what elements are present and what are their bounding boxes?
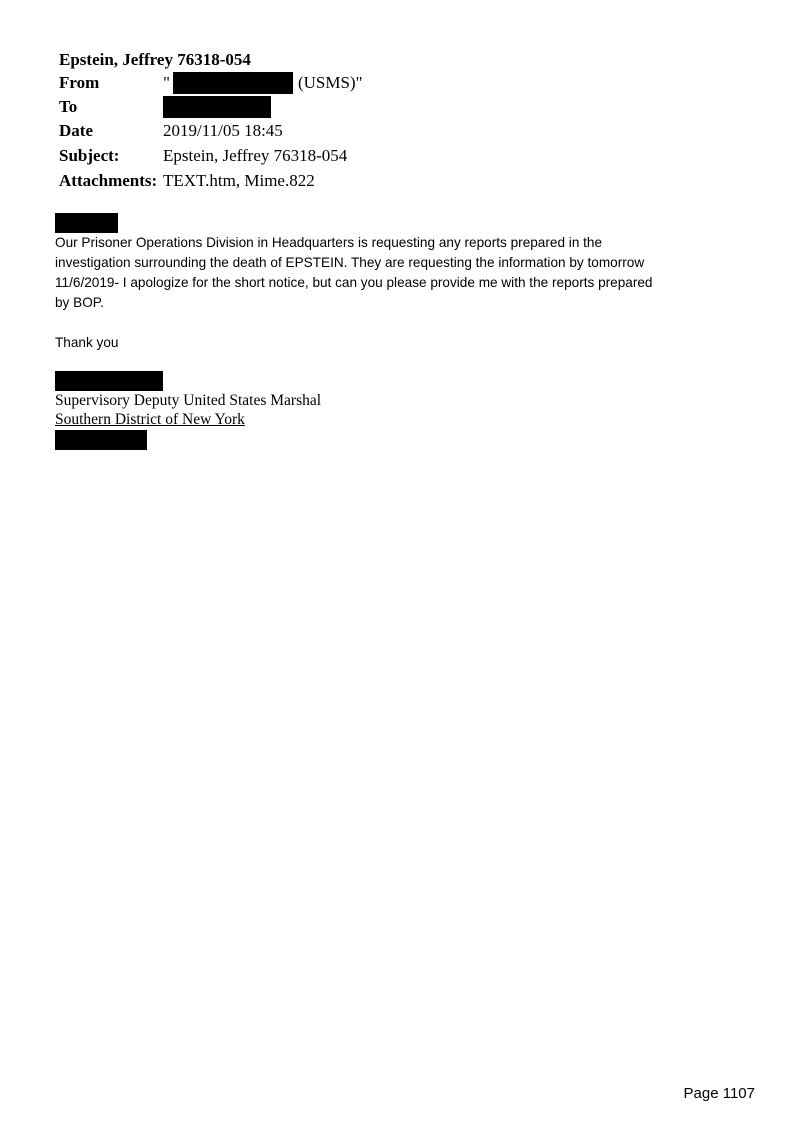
- date-value: 2019/11/05 18:45: [163, 121, 283, 140]
- signature-name-redaction: [55, 371, 163, 391]
- from-row: [59, 72, 363, 94]
- page-number: Page 1107: [683, 1085, 755, 1102]
- to-label: To: [59, 97, 78, 116]
- from-suffix: (USMS)": [297, 73, 363, 92]
- to-value: [163, 96, 271, 118]
- date-row: [59, 121, 283, 141]
- from-value: [163, 72, 363, 94]
- email-title: Epstein, Jeffrey 76318-054: [59, 50, 251, 69]
- body-line: by BOP.: [55, 295, 104, 310]
- subject-row: [59, 146, 347, 166]
- closing-text: Thank you: [55, 335, 119, 350]
- attachments-value: TEXT.htm, Mime.822: [163, 171, 315, 190]
- body-line: Our Prisoner Operations Division in Headquarters is requesting any reports prepared in the: [55, 235, 603, 250]
- to-row: [59, 96, 271, 118]
- message-body: [55, 233, 745, 313]
- attachments-row: [59, 171, 315, 191]
- signature-title: Supervisory Deputy United States Marshal: [55, 392, 322, 409]
- attachments-label: Attachments:: [59, 171, 158, 190]
- from-label: From: [59, 73, 100, 92]
- date-label: Date: [59, 121, 93, 140]
- closing: [55, 333, 745, 353]
- salutation-redaction: [55, 213, 118, 233]
- from-open-quote: ": [163, 73, 170, 92]
- signature-contact-redaction: [55, 430, 147, 450]
- body-line: 11/6/2019- I apologize for the short notice, but can you please provide me with the reports prepared: [55, 275, 653, 290]
- redaction-box: [163, 96, 271, 118]
- signature-office: Southern District of New York: [55, 411, 245, 428]
- redaction-box: [173, 72, 293, 94]
- subject-label: Subject:: [59, 146, 120, 165]
- subject-value: Epstein, Jeffrey 76318-054: [163, 146, 348, 165]
- body-line: investigation surrounding the death of EPSTEIN. They are requesting the information by tomorrow: [55, 255, 645, 270]
